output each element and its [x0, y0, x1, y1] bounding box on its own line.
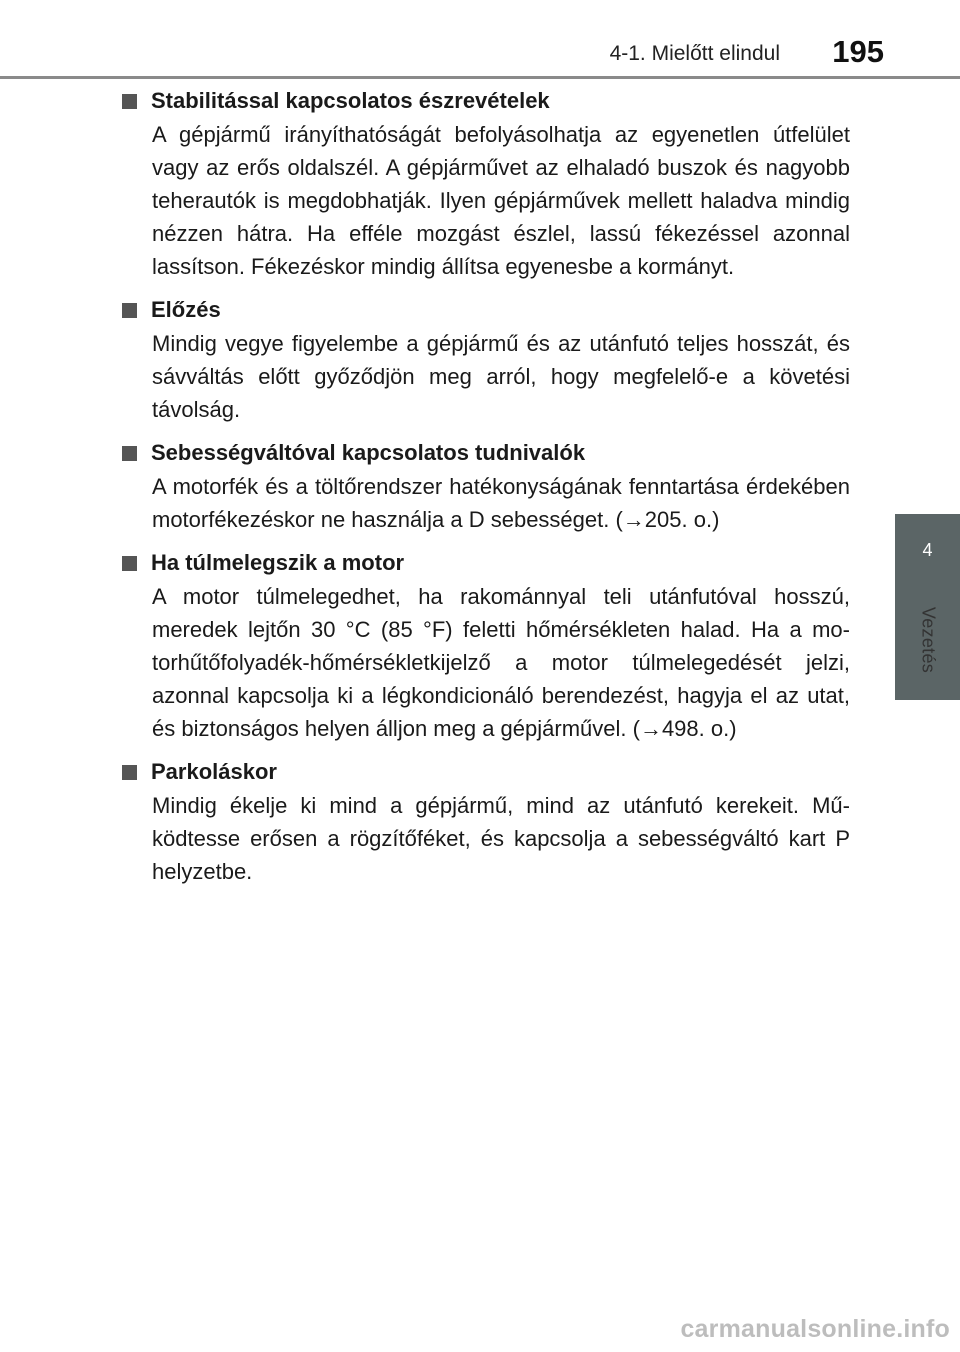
- section-body: A gépjármű irányíthatóságát befolyásolhatja az egyenetlen útfelület vagy az erős oldalszél. A gépjárművet az elhaladó buszok és nagyobb teherautók is megdobhatják. Ilyen gépjárművek mellett haladva mindig nézzen hátra. Ha efféle mozgást észlel, lassú fékezéssel azonnal lassítson. Fékezéskor mindig állítsa egyenesbe a kormányt.: [152, 122, 850, 279]
- section-overheating: [122, 546, 850, 745]
- section-heading-text: Előzés: [151, 297, 221, 322]
- section-stability: [122, 84, 850, 283]
- chapter-tab-label-box: [895, 590, 960, 690]
- section-heading: [122, 546, 850, 580]
- section-heading: [122, 755, 850, 789]
- section-heading: [122, 293, 850, 327]
- section-heading: [122, 84, 850, 118]
- main-content: [122, 84, 850, 898]
- header-divider: [0, 76, 960, 79]
- running-header-section: 4-1. Mielőtt elindul: [609, 42, 780, 65]
- section-body: Mindig vegye figyelembe a gépjármű és az utánfutó teljes hosszát, és sávváltás előtt győződjön meg arról, hogy megfelelő-e a követési távolság.: [152, 331, 850, 422]
- section-transmission: [122, 436, 850, 536]
- square-bullet-icon: [122, 556, 137, 571]
- square-bullet-icon: [122, 446, 137, 461]
- section-heading-text: Stabilitással kapcsolatos észrevételek: [151, 88, 550, 113]
- square-bullet-icon: [122, 303, 137, 318]
- section-heading-text: Parkoláskor: [151, 759, 277, 784]
- section-heading-text: Sebességváltóval kapcsolatos tudnivalók: [151, 440, 586, 465]
- page-number: 195: [832, 34, 884, 69]
- chapter-tab-number: 4: [922, 540, 933, 560]
- chapter-tab-label: Vezetés: [918, 606, 938, 674]
- square-bullet-icon: [122, 94, 137, 109]
- watermark: carmanualsonline.info: [680, 1315, 950, 1343]
- section-body: A motor túlmelegedhet, ha rakománnyal teli utánfutóval hosszú, meredek lejtőn 30 °C (85 °F) feletti hőmérsékleten halad. Ha a motorhűtőfolyadék-hőmérsékletkijelző a motor túlmelegedését jelzi, azonnal kapcsolja ki a légkondicionáló berendezést, hagyja el az utat, és biztonságos helyen álljon meg a gépjárművel. (→498. o.): [152, 584, 850, 741]
- section-body: Mindig ékelje ki mind a gépjármű, mind az utánfutó kerekeit. Működtesse erősen a rögzítőféket, és kapcsolja a sebességváltó kart P helyzetbe.: [152, 793, 850, 884]
- square-bullet-icon: [122, 765, 137, 780]
- section-overtaking: [122, 293, 850, 426]
- section-heading-text: Ha túlmelegszik a motor: [151, 550, 405, 575]
- section-heading: [122, 436, 850, 470]
- section-body: A motorfék és a töltőrendszer hatékonyságának fenntartása érdekében motorfékezéskor ne használja a D sebességet. (→205. o.): [152, 474, 850, 532]
- section-parking: [122, 755, 850, 888]
